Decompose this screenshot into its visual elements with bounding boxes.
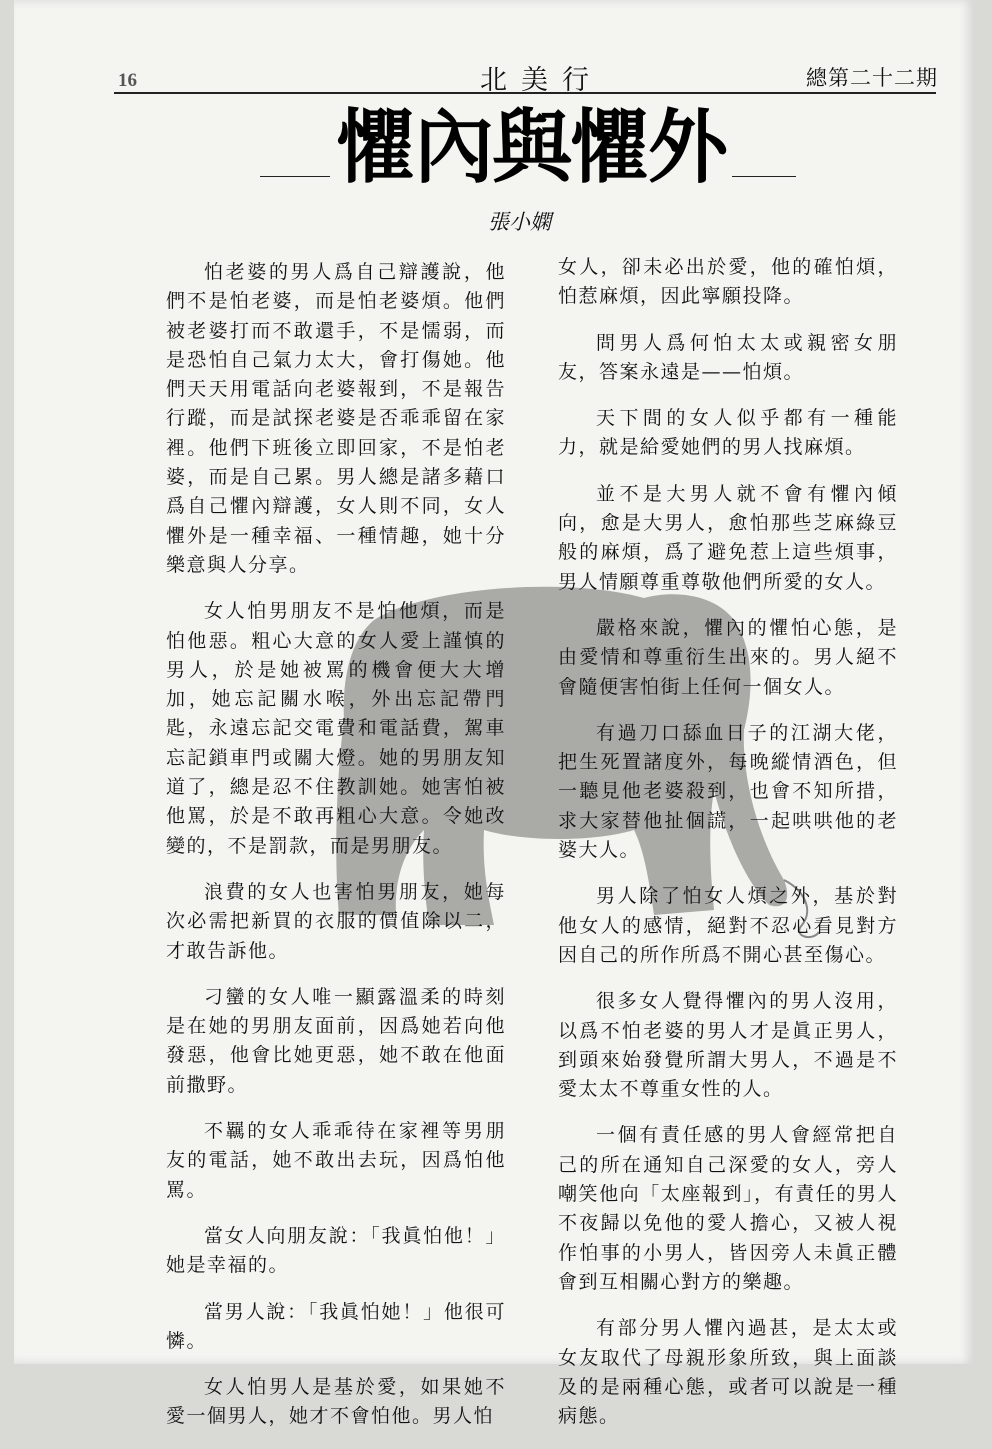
paragraph: 當女人向朋友說：「我眞怕他！」她是幸福的。 bbox=[166, 1224, 506, 1277]
paragraph: 問男人爲何怕太太或親密女朋友，答案永遠是——怕煩。 bbox=[558, 331, 898, 383]
paragraph: 並不是大男人就不會有懼內傾向，愈是大男人，愈怕那些芝麻綠豆般的麻煩，爲了避免惹上這些煩事，男人情願尊重尊敬他們所愛的女人。 bbox=[558, 482, 898, 593]
magazine-name: 北美行 bbox=[480, 65, 603, 96]
paragraph: 不羈的女人乖乖待在家裡等男朋友的電話，她不敢出去玩，因爲怕他罵。 bbox=[166, 1120, 506, 1201]
paragraph: 女人怕男朋友不是怕他煩，而是怕他惡。粗心大意的女人愛上謹慎的男人，於是她被罵的機會便大大增加，她忘記關水喉，外出忘記帶門匙，永遠忘記交電費和電話費，駕車忘記鎖車門或關大燈。她的男朋友知道了，總是忍不住教訓她。她害怕被他罵，於是不敢再粗心大意。令她改變的，不是罰款，而是男朋友。 bbox=[166, 600, 506, 857]
paragraph: 女人，卻未必出於愛，他的確怕煩，怕惹麻煩，因此寧願投降。 bbox=[558, 256, 898, 308]
paragraph: 一個有責任感的男人會經常把自己的所在通知自己深愛的女人，旁人嘲笑他向「太座報到」，有責任的男人不夜歸以免他的愛人擔心，又被人視作怕事的小男人，皆因旁人未眞正體會到互相關心對方的樂趣。 bbox=[558, 1124, 898, 1293]
paragraph: 天下間的女人似乎都有一種能力，就是給愛她們的男人找麻煩。 bbox=[558, 407, 898, 459]
author-byline: 張小嫻 bbox=[488, 210, 551, 234]
paragraph: 很多女人覺得懼內的男人沒用，以爲不怕老婆的男人才是眞正男人，到頭來始發覺所謂大男人，不過是不愛太太不尊重女性的人。 bbox=[558, 990, 898, 1101]
paragraph: 有部分男人懼內過甚，是太太或女友取代了母親形象所致，與上面談及的是兩種心態，或者可以說是一種病態。 bbox=[558, 1317, 898, 1428]
paragraph: 浪費的女人也害怕男朋友，她每次必需把新買的衣服的價值除以二，才敢告訴他。 bbox=[166, 880, 506, 962]
paragraph: 當男人說：「我眞怕她！」他很可憐。 bbox=[166, 1300, 506, 1352]
article-title: 懼內與懼外 bbox=[330, 108, 732, 188]
magazine-page bbox=[14, 0, 974, 1428]
header-rule bbox=[114, 92, 936, 94]
page-number: 16 bbox=[118, 70, 137, 91]
paragraph: 嚴格來說，懼內的懼怕心態，是由愛情和尊重衍生出來的。男人絕不會隨便害怕街上任何一個女人。 bbox=[558, 616, 898, 698]
paragraph: 男人除了怕女人煩之外，基於對他女人的感情，絕對不忍心看見對方因自己的所作所爲不開心甚至傷心。 bbox=[558, 885, 898, 966]
right-column bbox=[558, 253, 898, 1448]
paragraph: 怕老婆的男人爲自己辯護說，他們不是怕老婆，而是怕老婆煩。他們被老婆打而不敢還手，不是懦弱，而是恐怕自己氣力太大，會打傷她。他們天天用電話向老婆報到，不是報告行蹤，而是試探老婆是否乖乖留在家裡。他們下班後立即回家，不是怕老婆，而是自己累。男人總是諸多藉口爲自己懼內辯護，女人則不同，女人懼外是一種幸福、一種情趣，她十分樂意與人分享。 bbox=[166, 261, 506, 576]
paragraph: 刁蠻的女人唯一顯露溫柔的時刻是在她的男朋友面前，因爲她若向他發惡，他會比她更惡，她不敢在他面前撒野。 bbox=[166, 985, 506, 1096]
issue-label: 總第二十二期 bbox=[806, 66, 938, 90]
paragraph: 有過刀口舔血日子的江湖大佬，把生死置諸度外，每晚縱情酒色，但一聽見他老婆殺到，也會不知所措，求大家替他扯個謊，一起哄哄他的老婆大人。 bbox=[558, 721, 898, 862]
paragraph: 女人怕男人是基於愛，如果她不愛一個男人，她才不會怕他。男人怕 bbox=[166, 1376, 506, 1428]
left-column bbox=[166, 258, 506, 1449]
